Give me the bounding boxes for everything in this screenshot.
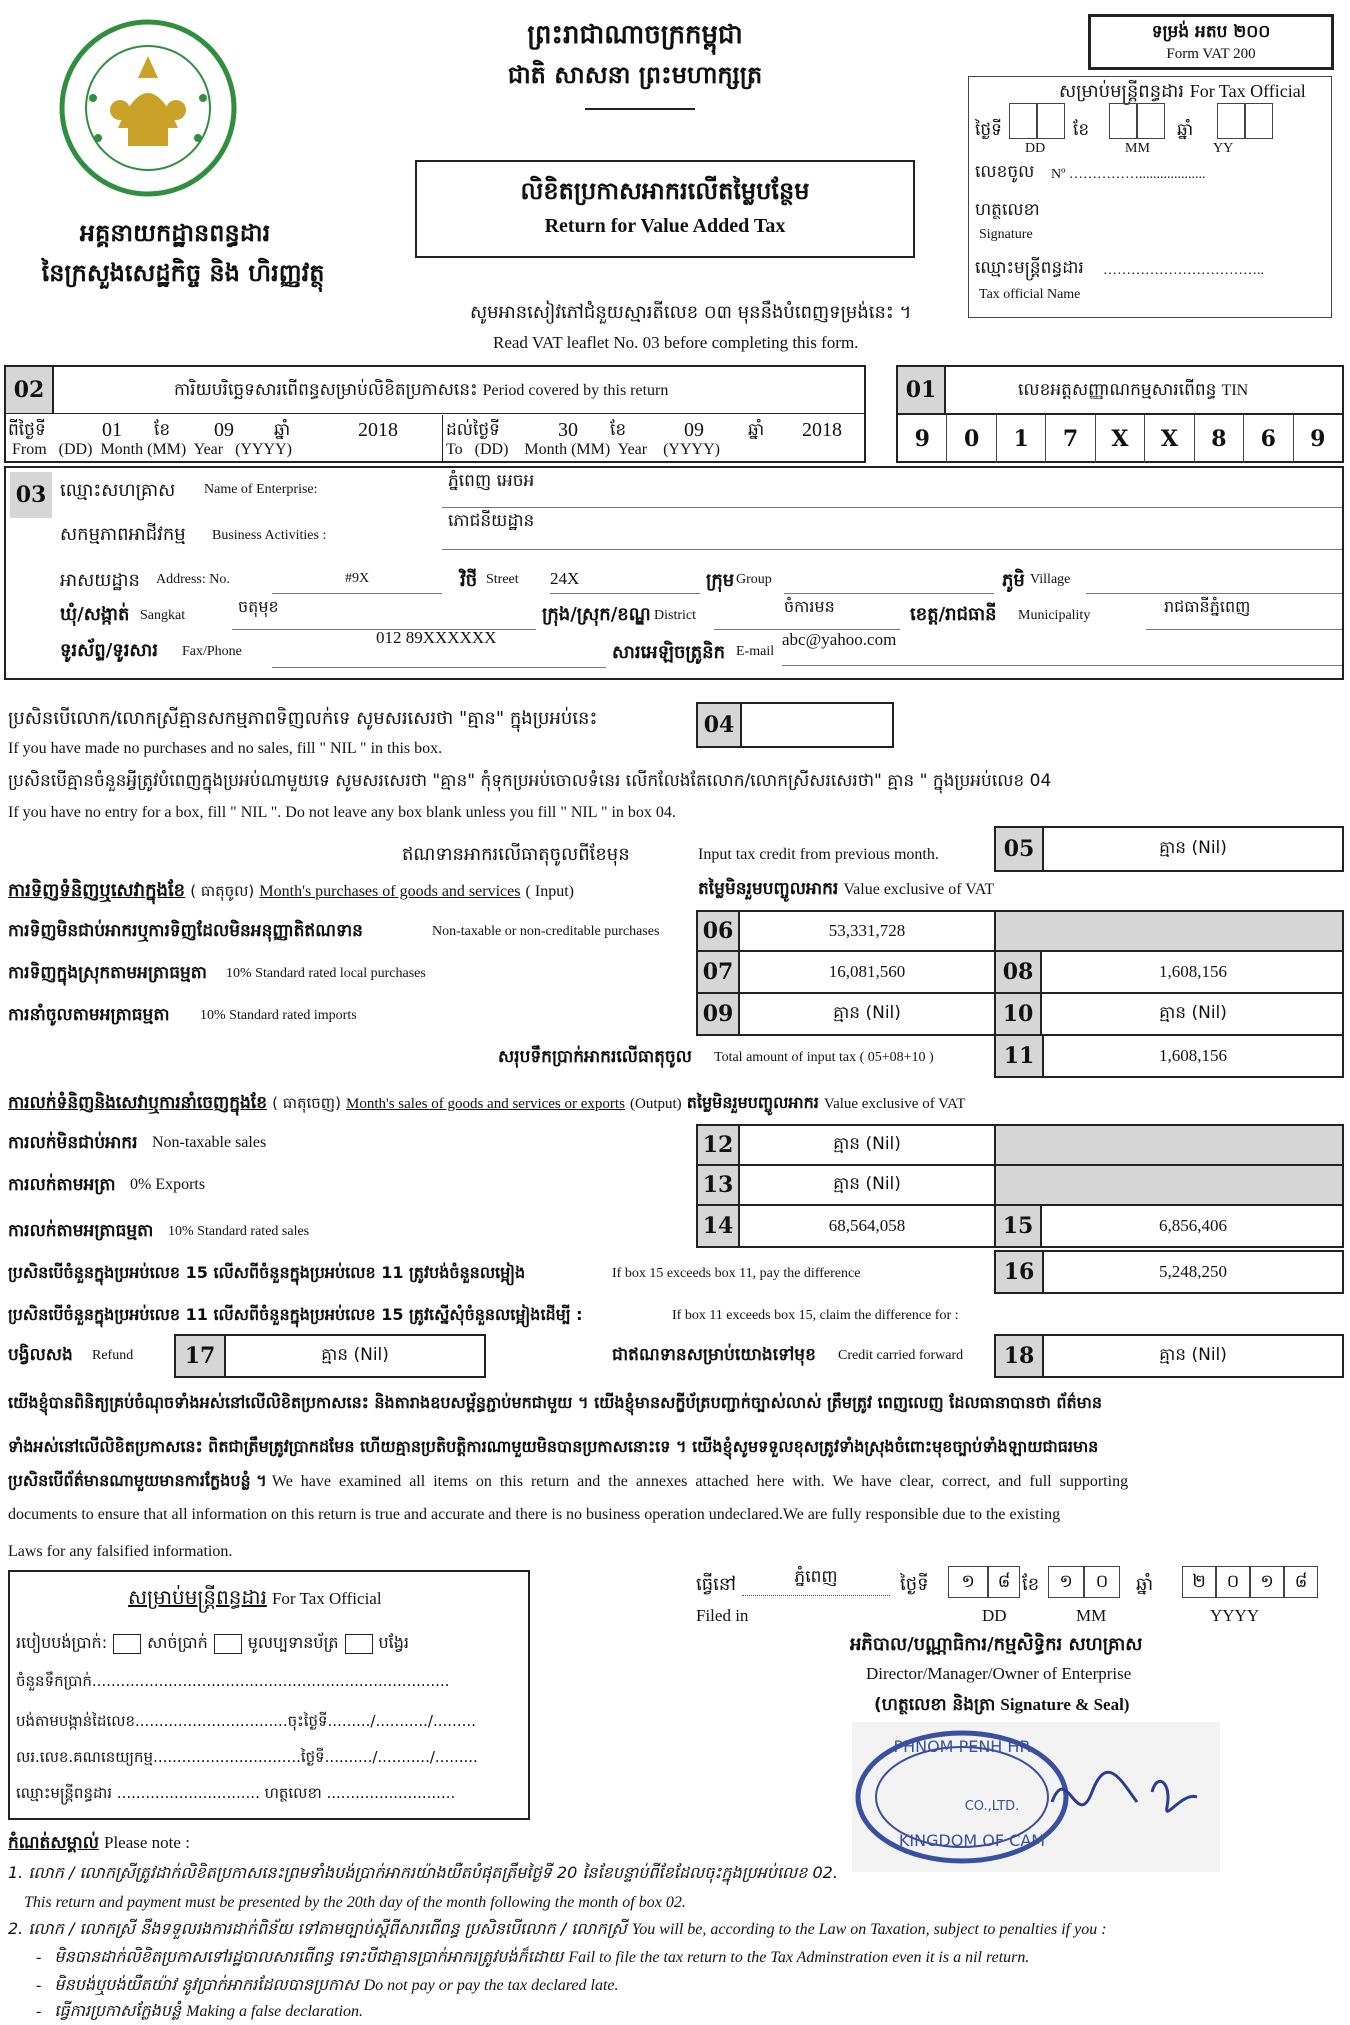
box-17-value[interactable]: គ្មាន (Nil): [321, 1344, 389, 1365]
from-month-label: ខែ: [154, 420, 171, 440]
note-2-km: 2. លោក / លោកស្រី នឹងទទួលរងការដាក់ពិន័យ ទៅតាមច្បាប់ស្តីពីសារពើពន្ធ ប្រសិនបើលោក / លោកស្រី: [8, 1919, 627, 1938]
box-14-label: 14: [698, 1206, 740, 1246]
row-07-label-km: ការទិញក្នុងស្រុកតាមអត្រាធម្មតា: [8, 963, 207, 983]
signer-role-en: Director/Manager/Owner of Enterprise: [866, 1664, 1132, 1683]
box-16-label: 16: [996, 1252, 1044, 1292]
kingdom-title: ព្រះរាជាណាចក្រកម្ពុជា: [527, 20, 743, 50]
row-16-label-km: ប្រសិនបើចំនួនក្នុងប្រអប់លេខ 15 លើសពីចំនួនក្នុងប្រអប់លេខ 11 ត្រូវបង់ចំនួនលម្អៀង: [8, 1263, 526, 1282]
activity-label: សកម្មភាពអាជីវកម្ម: [60, 524, 186, 545]
tin-digit[interactable]: 8: [1195, 415, 1244, 463]
official-name-en: Tax official Name: [979, 287, 1081, 302]
email-label: សារអេឡិចត្រូនិក: [612, 642, 726, 663]
row-06-label-en: Non-taxable or non-creditable purchases: [432, 924, 660, 939]
official-name-dots: ……………………………..: [1103, 263, 1264, 278]
tin-section: [896, 365, 1344, 463]
address-label-en: Address: No.: [156, 572, 230, 587]
declaration-line-3a: ប្រសិនបើព័ត៌មានណាមួយមានការក្លែងបន្លំ ។: [8, 1471, 267, 1490]
purchases-heading-km2: ( ធាតុចូល): [190, 882, 255, 900]
filing-day-label: ថ្ងៃទី: [900, 1574, 929, 1595]
form-title-km: លិខិតប្រកាសអាករលើតម្លៃបន្ថែម: [520, 177, 810, 205]
official-mm-caption: MM: [1125, 141, 1150, 156]
box-06-shaded: [994, 912, 1342, 950]
purchases-heading-en2: ( Input): [525, 883, 574, 900]
email-label-en: E-mail: [736, 644, 775, 659]
from-day[interactable]: 01: [102, 419, 122, 441]
period-section: [4, 365, 866, 463]
village-label-en: Village: [1030, 572, 1071, 587]
row-13-label-en: 0% Exports: [130, 1176, 206, 1193]
official-sig-en: Signature: [979, 227, 1033, 242]
form-code-box: [1088, 14, 1334, 70]
box-09-label: 09: [698, 994, 740, 1034]
filed-in-label-km: ធ្វើនៅ: [696, 1574, 736, 1595]
notes-title-km: កំណត់សម្គាល់: [8, 1833, 99, 1853]
amount-line[interactable]: ចំនួនទឹកប្រាក់...........................................................................: [16, 1672, 450, 1690]
tin-digit[interactable]: 0: [947, 415, 996, 463]
group-label-en: Group: [736, 572, 772, 587]
footer-official-title-en: For Tax Official: [271, 1589, 382, 1608]
note-2-en: You will be, according to the Law on Taxation, subject to penalties if you :: [631, 1921, 1107, 1938]
box-10-value[interactable]: គ្មាន (Nil): [1159, 1002, 1227, 1023]
tin-digit[interactable]: X: [1096, 415, 1145, 463]
from-year-label: ឆ្នាំ: [274, 420, 291, 440]
email-field[interactable]: abc@yahoo.com: [782, 630, 1342, 666]
box-05-value[interactable]: គ្មាន (Nil): [1159, 837, 1227, 858]
note-bullet-2-en: Do not pay or pay the tax declared late.: [363, 1977, 619, 1994]
row-16-label-en: If box 15 exceeds box 11, pay the difference: [612, 1266, 861, 1281]
period-label-en: Period covered by this return: [482, 382, 669, 399]
box-12-label: 12: [698, 1126, 740, 1164]
carry-forward-label-km: ជាឥណទានសម្រាប់យោងទៅមុខ: [612, 1345, 816, 1365]
transfer-checkbox[interactable]: [345, 1634, 373, 1654]
output-excl-en: Value exclusive of VAT: [823, 1096, 966, 1112]
stamp-text-top: PHNOM PENH HR: [893, 1737, 1031, 1756]
row-07-label-en: 10% Standard rated local purchases: [226, 966, 426, 981]
note-1-km: 1. លោក / លោកស្រីត្រូវដាក់លិខិតប្រកាសនេះព្រមទាំងបង់ប្រាក់អាករយ៉ាងយឺតបំផុតត្រឹមថ្ងៃទី 20 នៃខែបន្ទាប់ពីខែដែលចុះក្នុងប្រអប់លេខ 02.: [8, 1863, 838, 1882]
box-16-value[interactable]: 5,248,250: [1159, 1262, 1227, 1281]
purchases-heading-en: Month's purchases of goods and services: [259, 883, 521, 900]
box-13-value[interactable]: គ្មាន (Nil): [833, 1173, 901, 1194]
tin-digit[interactable]: 1: [997, 415, 1046, 463]
notes-title-en: Please note :: [104, 1833, 190, 1852]
carry-forward-label-en: Credit carried forward: [838, 1348, 964, 1363]
total-input-label-km: សរុបទឹកប្រាក់អាករលើធាតុចូល: [498, 1047, 692, 1067]
box-07-value[interactable]: 16,081,560: [828, 962, 906, 981]
activity-label-en: Business Activities :: [212, 528, 327, 543]
form-title-en: Return for Value Added Tax: [544, 215, 786, 237]
official-dd-caption: DD: [1025, 141, 1046, 156]
signature-seal-label-en: Signature & Seal): [1000, 1695, 1130, 1714]
footer-official-title-km: សម្រាប់មន្ត្រីពន្ធដារ: [128, 1585, 267, 1609]
village-field[interactable]: [1086, 564, 1342, 594]
output-excl-km: តម្លៃមិនរួមបញ្ចូលអាករ: [686, 1093, 819, 1112]
official-sig-label: ហត្ថលេខា: [975, 200, 1040, 220]
box-11-value[interactable]: 1,608,156: [1159, 1046, 1227, 1065]
filing-year-label: ឆ្នាំ: [1136, 1574, 1154, 1595]
purchases-heading-km: ការទិញទំនិញឬសេវាក្នុងខែ: [8, 880, 186, 901]
row-12-label-en: Non-taxable sales: [152, 1134, 267, 1151]
box-11: [994, 1034, 1344, 1078]
declaration-line-5: Laws for any falsified information.: [8, 1543, 233, 1560]
tin-label-km: លេខអត្តសញ្ញាណកម្មសារពើពន្ធ: [1018, 380, 1217, 400]
cash-checkbox[interactable]: [113, 1634, 141, 1654]
sales-heading-en2: (Output): [630, 1096, 682, 1112]
address-no-field[interactable]: #9X: [272, 564, 442, 594]
blank-box-instruction-km: ប្រសិនបើគ្មានចំនួនអ្វីត្រូវបំពេញក្នុងប្រអប់ណាមួយទេ សូមសរសេរថា "គ្មាន" កុំទុកប្រអប់ចោលទំនេរ លើកលែងតែលោក/លោកស្រីសរសេរថា" គ្មាន " ក្នុងប្រអប់លេខ 04: [8, 771, 1052, 791]
box-18: [994, 1334, 1344, 1378]
official-year-box-1[interactable]: [1217, 103, 1245, 139]
official-no-value: Nº ……………...................: [1051, 167, 1206, 182]
tin-digit[interactable]: X: [1145, 415, 1194, 463]
phone-label: ទូរស័ព្ទ/ទូរសារ: [60, 640, 158, 661]
to-caption: To (DD) Month (MM) Year (YYYY): [446, 441, 720, 458]
village-label: ភូមិ: [1002, 570, 1025, 591]
refund-label-en: Refund: [92, 1348, 134, 1363]
box-07-label: 07: [698, 952, 740, 992]
filing-year-digit-3[interactable]: ១: [1250, 1566, 1284, 1598]
filing-yyyy-caption: YYYY: [1210, 1606, 1260, 1625]
box-09-value[interactable]: គ្មាន (Nil): [833, 1002, 901, 1023]
official-name-label: ឈ្មោះមន្ត្រីពន្ធដារ: [975, 258, 1084, 278]
cheque-checkbox[interactable]: [214, 1634, 242, 1654]
department-name-km-1: អគ្គនាយកដ្ឋានពន្ធដារ: [79, 219, 271, 247]
official-footer-box: [8, 1570, 530, 1820]
row-14-label-en: 10% Standard rated sales: [168, 1224, 310, 1239]
cash-label: សាច់ប្រាក់: [147, 1633, 208, 1652]
enterprise-name-label-en: Name of Enterprise:: [204, 482, 318, 497]
total-input-label-en: Total amount of input tax ( 05+08+10 ): [714, 1050, 934, 1065]
stamp-text-bottom: KINGDOM OF CAM: [898, 1831, 1046, 1850]
row-09-label-km: ការនាំចូលតាមអត្រាធម្មតា: [8, 1005, 170, 1025]
official-day-box-1[interactable]: [1009, 103, 1037, 139]
payment-method-label: របៀបបង់ប្រាក់:: [16, 1633, 108, 1652]
box-08-label: 08: [994, 952, 1042, 992]
filing-month-digit-1[interactable]: ១: [1048, 1566, 1084, 1598]
province-label: ខេត្ត/រាជធានី: [910, 604, 997, 625]
declaration-line-1: យើងខ្ញុំបានពិនិត្យគ្រប់ចំណុចទាំងអស់នៅលើលិខិតប្រកាសនេះ និងតារាងឧបសម្ព័ន្ធភ្ជាប់មកជាមួយ ។ យើងខ្ញុំមានសក្ខីប័ត្របញ្ជាក់ច្បាស់លាស់ ត្រឹមត្រូវ ពេញលេញ ដែលធានាបានថា ព័ត៌មាន: [8, 1393, 1103, 1412]
tin-digit[interactable]: 9: [898, 415, 947, 463]
signature-seal-label-km: (ហត្ថលេខា និងត្រា: [874, 1695, 996, 1715]
box-01-label: 01: [898, 367, 946, 413]
box-18-value[interactable]: គ្មាន (Nil): [1159, 1344, 1227, 1365]
enterprise-section: [4, 466, 1344, 680]
group-field[interactable]: [784, 564, 994, 594]
motto-divider: [585, 108, 695, 110]
form-code-km: ទម្រង់ អតប ២០០: [1151, 22, 1271, 42]
blank-box-instruction-en: If you have no entry for a box, fill " NIL ". Do not leave any box blank unless you fill " NIL " in box 04.: [8, 804, 676, 821]
national-motto: ជាតិ សាសនា ព្រះមហាក្សត្រ: [507, 61, 763, 89]
official-no-label: លេខចូល: [975, 162, 1035, 182]
official-day-box-2[interactable]: [1037, 103, 1065, 139]
row-13-label-km: ការលក់តាមអត្រា: [8, 1175, 116, 1195]
street-label-en: Street: [486, 572, 519, 587]
to-month[interactable]: 09: [684, 419, 704, 441]
filing-day-digit-1[interactable]: ១: [948, 1566, 988, 1598]
to-label: ដល់ថ្ងៃទី: [446, 420, 500, 440]
box-18-label: 18: [996, 1336, 1044, 1376]
transfer-label: បង្វែរ: [378, 1633, 409, 1652]
box-17-label: 17: [176, 1336, 226, 1376]
box-13-label: 13: [698, 1166, 740, 1204]
enterprise-name-field[interactable]: ភ្នំពេញ អេចអ: [442, 470, 1342, 508]
address-label: អាសយដ្ឋាន: [60, 570, 140, 591]
group-label: ក្រុម: [706, 570, 735, 591]
bank-line[interactable]: លរ.លេខ.គណនេយ្យកម្ម...............................ថ្ងៃទី........../.........../.........: [16, 1748, 478, 1766]
filing-year-digit-1[interactable]: ២: [1182, 1566, 1216, 1598]
from-label: ពីថ្ងៃទី: [8, 420, 46, 440]
box-05-label: 05: [996, 828, 1044, 870]
official-month-box-1[interactable]: [1109, 103, 1137, 139]
district-label-en: District: [654, 608, 696, 623]
to-year[interactable]: 2018: [802, 419, 842, 441]
official-day-label: ថ្ងៃទី: [975, 120, 1002, 140]
tin-label-en: TIN: [1221, 382, 1249, 399]
row-12-label-km: ការលក់មិនជាប់អាករ: [8, 1133, 138, 1153]
row-17-instruction-en: If box 11 exceeds box 15, claim the difference for :: [672, 1308, 959, 1323]
from-month[interactable]: 09: [214, 419, 234, 441]
credit-label-en: Input tax credit from previous month.: [698, 846, 939, 863]
cheque-label: មូលប្បទានប័ត្រ: [247, 1633, 339, 1652]
enterprise-name-label: ឈ្មោះសហគ្រាស: [60, 480, 176, 501]
period-label-km: ការិយបរិច្ឆេទសារពើពន្ធសម្រាប់លិខិតប្រកាសនេះ: [174, 380, 478, 400]
input-excl-en: Value exclusive of VAT: [843, 881, 995, 898]
filing-month-label: ខែ: [1022, 1574, 1040, 1595]
box-04-label: 04: [698, 704, 742, 746]
province-label-en: Municipality: [1018, 608, 1091, 623]
box-04-value[interactable]: [744, 704, 892, 746]
row-14-label-km: ការលក់តាមអត្រាធម្មតា: [8, 1221, 154, 1241]
sangkat-label-en: Sangkat: [140, 608, 186, 623]
district-label: ក្រុង/ស្រុក/ខណ្ឌ: [542, 604, 651, 625]
phone-field[interactable]: 012 89XXXXXX: [272, 628, 606, 668]
box-02-label: 02: [6, 367, 54, 413]
official-year-box-2[interactable]: [1245, 103, 1273, 139]
box-04: [696, 702, 894, 748]
tin-digit[interactable]: 6: [1244, 415, 1293, 463]
street-field[interactable]: 24X: [550, 564, 700, 594]
official-yy-caption: YY: [1213, 141, 1234, 156]
official-month-box-2[interactable]: [1137, 103, 1165, 139]
box-12-shaded: [994, 1126, 1342, 1164]
sales-heading-km: ការលក់ទំនិញនិងសេវាឬការនាំចេញក្នុងខែ: [8, 1093, 267, 1113]
filing-day-digit-2[interactable]: ៨: [988, 1566, 1020, 1598]
sales-heading-en: Month's sales of goods and services or exports: [346, 1096, 625, 1112]
from-year[interactable]: 2018: [358, 419, 398, 441]
box-15-label: 15: [994, 1206, 1042, 1246]
row-09-label-en: 10% Standard rated imports: [200, 1008, 357, 1023]
tin-digit[interactable]: 9: [1310, 426, 1326, 452]
activity-field[interactable]: ភោជនីយដ្ឋាន: [442, 510, 1342, 550]
box-06-label: 06: [698, 912, 740, 950]
tax-department-seal: [58, 18, 238, 198]
filing-year-digit-4[interactable]: ៨: [1284, 1566, 1318, 1598]
tin-digit[interactable]: 7: [1046, 415, 1095, 463]
filing-dd-caption: DD: [982, 1606, 1007, 1625]
read-leaflet-en: Read VAT leaflet No. 03 before completing this form.: [493, 333, 859, 352]
sangkat-label: ឃុំ/សង្កាត់: [60, 604, 130, 625]
declaration-line-4: documents to ensure that all information on this return is true and accurate and there is no business operation undeclared.We are fully responsible due to the existing: [8, 1506, 1061, 1523]
row-17-instruction-km: ប្រសិនបើចំនួនក្នុងប្រអប់លេខ 11 លើសពីចំនួនក្នុងប្រអប់លេខ 15 ត្រូវស្នើសុំចំនួនលម្អៀងដើម្បី :: [8, 1305, 583, 1324]
filing-year-digit-2[interactable]: ០: [1216, 1566, 1250, 1598]
input-excl-km: តម្លៃមិនរួមបញ្ចូលអាករ: [698, 879, 839, 899]
note-bullet-1-km: មិនបានដាក់លិខិតប្រកាសទៅរដ្ឋបាលសារពើពន្ធ ទោះបីជាគ្មានប្រាក់អាករត្រូវបង់ក៏ដោយ: [54, 1947, 564, 1966]
official-title-km: សម្រាប់មន្ត្រីពន្ធដារ: [1059, 81, 1184, 102]
tin-digits: [898, 413, 1342, 463]
note-bullet-1-en: Fail to file the tax return to the Tax Adminstration even it is a nil return.: [568, 1949, 1030, 1966]
to-year-label: ឆ្នាំ: [748, 420, 765, 440]
to-month-label: ខែ: [610, 420, 627, 440]
receipt-line[interactable]: បង់តាមបង្កាន់ដៃលេខ................................ចុះថ្ងៃទី........./.........../.........: [16, 1712, 476, 1730]
district-field[interactable]: ចំការមន: [714, 596, 900, 630]
official-name-line[interactable]: ឈ្មោះមន្ត្រីពន្ធដារ .............................. ហត្ថលេខា ...........................: [16, 1784, 456, 1802]
note-1-en: This return and payment must be presented by the 20th day of the month following the month of box 02.: [24, 1894, 686, 1911]
filing-month-digit-2[interactable]: ០: [1084, 1566, 1120, 1598]
row-06-label-km: ការទិញមិនជាប់អាករឬការទិញដែលមិនអនុញ្ញាតិឥណទាន: [8, 921, 363, 941]
tax-official-box: [968, 76, 1332, 318]
official-title-en: For Tax Official: [1189, 81, 1306, 101]
box-12-value[interactable]: គ្មាន (Nil): [833, 1133, 901, 1154]
form-title-box: [415, 160, 915, 258]
box-13-shaded: [994, 1166, 1342, 1204]
sangkat-field[interactable]: ចតុមុខ: [232, 596, 536, 630]
box-05: [994, 826, 1344, 872]
filed-in-label-en: Filed in: [696, 1606, 749, 1625]
box-16: [994, 1250, 1344, 1294]
nil-instruction-km: ប្រសិនបើលោក/លោកស្រីគ្មានសកម្មភាពទិញលក់ទេ សូមសរសេរថា "គ្មាន" ក្នុងប្រអប់នេះ: [8, 708, 598, 729]
department-name-km-2: នៃក្រសួងសេដ្ឋកិច្ច និង ហិរញ្ញវត្ថុ: [41, 259, 325, 287]
signer-role-km: អភិបាល/បណ្ណាធិការ/កម្មសិទ្ធិករ សហគ្រាស: [850, 1634, 1143, 1655]
street-label: វិថី: [460, 570, 478, 591]
read-leaflet-km: សូមអានសៀវភៅជំនួយស្មារតីលេខ ០៣ មុននឹងបំពេញទម្រង់នេះ ។: [470, 302, 912, 323]
filed-place-field[interactable]: ភ្នំពេញ: [742, 1566, 890, 1596]
note-bullet-3-en: Making a false declaration.: [186, 2003, 364, 2020]
box-06-value[interactable]: 53,331,728: [828, 921, 906, 940]
official-year-label: ឆ្នាំ: [1177, 120, 1194, 140]
declaration-line-3b: We have examined all items on this return and the annexes attached here with. We have clear, correct, and full supporting: [271, 1473, 1129, 1490]
note-bullet-3-km: ធ្វើការប្រកាសក្លែងបន្លំ: [54, 2001, 182, 2020]
note-bullet-2-km: មិនបង់ឬបង់យឺតយ៉ាវ នូវប្រាក់អាករដែលបានប្រកាស: [54, 1975, 359, 1994]
declaration-line-2: ទាំងអស់នៅលើលិខិតប្រកាសនេះ ពិតជាត្រឹមត្រូវប្រាកដមែន ហើយគ្មានប្រតិបត្តិការណាមួយមិនបានប្រកាសនោះទេ ។ យើងខ្ញុំសូមទទួលខុសត្រូវទាំងស្រុងចំពោះមុខច្បាប់ទាំងឡាយជាធរមាន: [8, 1437, 1099, 1456]
filing-mm-caption: MM: [1076, 1606, 1107, 1625]
form-code-en: Form VAT 200: [1166, 46, 1256, 62]
credit-label-km: ឥណទានអាករលើធាតុចូលពីខែមុន: [402, 844, 630, 865]
phone-label-en: Fax/Phone: [182, 644, 242, 659]
box-03-label: 03: [10, 472, 52, 518]
box-14-value[interactable]: 68,564,058: [828, 1216, 906, 1235]
sales-heading-km2: ( ធាតុចេញ): [272, 1094, 341, 1112]
refund-label-km: បង្វិលសង: [8, 1345, 73, 1365]
nil-instruction-en: If you have made no purchases and no sales, fill " NIL " in this box.: [8, 740, 443, 757]
to-day[interactable]: 30: [558, 419, 578, 441]
province-field[interactable]: រាជធានីភ្នំពេញ: [1146, 596, 1342, 630]
official-month-label: ខែ: [1073, 120, 1090, 140]
from-caption: From (DD) Month (MM) Year (YYYY): [12, 441, 292, 458]
box-17: [174, 1334, 486, 1378]
box-11-label: 11: [996, 1036, 1044, 1076]
box-08-value[interactable]: 1,608,156: [1159, 962, 1227, 981]
company-stamp-signature: [852, 1722, 1220, 1872]
stamp-text-mid: CO.,LTD.: [964, 1799, 1020, 1814]
box-15-value[interactable]: 6,856,406: [1159, 1216, 1227, 1235]
box-10-label: 10: [994, 994, 1042, 1034]
